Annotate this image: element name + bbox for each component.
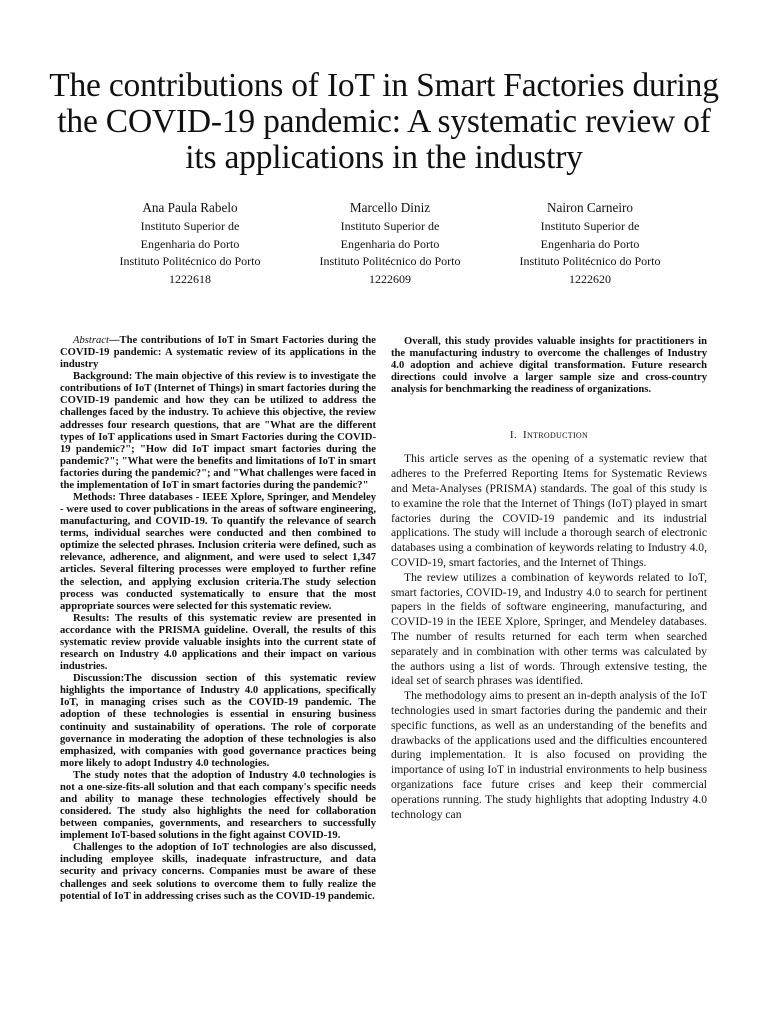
author-name: Nairon Carneiro <box>546 200 634 215</box>
author-affiliation: Instituto Politécnico do Porto <box>319 254 461 268</box>
abstract-label: Abstract <box>73 335 109 346</box>
section-number: I. <box>509 429 517 442</box>
section-heading-introduction <box>391 429 707 441</box>
author-affiliation: Instituto Superior de <box>140 219 240 233</box>
abstract-continued <box>391 336 707 396</box>
introduction-paragraph-3: The methodology aims to present an in-depth analysis of the IoT technologies used in smart factories during the pandemic and their specific functions, as well as an understanding of the benefits and drawbacks of the applications used and the difficulties encountered during implementation. It is also focused on providing the importance of using IoT in industrial environments to help business organizations face future crises and keep their commercial operations running. The study highlights that adopting Industry 4.0 technology can <box>391 689 707 821</box>
introduction-paragraph-2: The review utilizes a combination of keywords related to IoT, smart factories, COVID-19, and Industry 4.0 to search for pertinent papers in the fields of software engineering, manufacturing, and COVID-19 in the IEEE Xplore, Springer, and Mendeley databases. The number of results returned for each term when searched separately and in combination with other terms was calculated by the authors using a list of words. Through extensive testing, the ideal set of search phrases was identified. <box>391 570 707 688</box>
author-affiliation: Instituto Politécnico do Porto <box>119 254 261 268</box>
author-id: 1222609 <box>369 271 411 286</box>
author-affiliation: Instituto Superior de <box>340 219 440 233</box>
author-affiliation: Instituto Superior de <box>540 219 640 233</box>
author-2 <box>290 198 490 288</box>
abstract-overall: Overall, this study provides valuable insights for practitioners in the manufacturing industry to overcome the challenges of Industry 4.0 adoption and achieve digital transformation. Future research directions could involve a larger sample size and cross-country analysis for benchmarking the readiness of organizations. <box>391 336 707 396</box>
author-id: 1222618 <box>169 271 211 286</box>
abstract-challenges: Challenges to the adoption of IoT technologies are also discussed, including employee skills, inadequate infrastructure, and data security and privacy concerns. Companies must be aware of these challenges and seek solutions to overcome them to fully realize the potential of IoT in addressing crises such as the COVID-19 pandemic. <box>60 842 376 902</box>
abstract-column <box>60 335 376 903</box>
author-id: 1222620 <box>569 271 611 286</box>
author-name: Marcello Diniz <box>349 200 431 215</box>
author-3 <box>490 198 690 288</box>
abstract-lead: —The contributions of IoT in Smart Factories during the COVID-19 pandemic: A systematic review of its applications in the industry <box>60 335 376 371</box>
abstract-results: Results: The results of this systematic review are presented in accordance with the PRISMA guideline. Overall, the results of this systematic review provide valuable insights into the current state of research on Industry 4.0 applications and their impact on various industries. <box>60 612 376 673</box>
author-affiliation: Engenharia do Porto <box>140 236 240 251</box>
introduction-body <box>391 452 707 822</box>
abstract-methods: Methods: Three databases - IEEE Xplore, Springer, and Mendeley - were used to cover publications in the areas of software engineering, manufacturing, and COVID-19. To quantify the relevance of search terms, individual searches were conducted and then combined to optimize the selected phrases. Inclusion criteria were defined, such as relevance, adherence, and alignment, and were used to select 1,347 articles. Several filtering processes were employed to further refine the selection, and applying exclusion criteria.The study selection process was conducted systematically to ensure that the most appropriate sources were selected for this systematic review. <box>60 492 376 612</box>
author-affiliation: Instituto Politécnico do Porto <box>519 254 661 268</box>
abstract-lead-paragraph <box>60 335 376 371</box>
author-block <box>90 198 690 288</box>
author-affiliation: Engenharia do Porto <box>540 236 640 251</box>
author-name: Ana Paula Rabelo <box>142 200 238 215</box>
introduction-paragraph-1: This article serves as the opening of a systematic review that adheres to the Preferred Reporting Items for Systematic Reviews and Meta-Analyses (PRISMA) standards. The goal of this study is to examine the role that the Internet of Things (IoT) played in smart factories during the COVID-19 pandemic and its industrial applications. The study will include a thorough search of electronic databases using a combination of keywords relating to Industry 4.0, COVID-19, smart factories, and the Internet of Things. <box>391 452 707 570</box>
paper-title: The contributions of IoT in Smart Factories during the COVID-19 pandemic: A systematic review of its applications in the industry <box>49 67 719 176</box>
abstract-notes: The study notes that the adoption of Industry 4.0 technologies is not a one-size-fits-all solution and that each company's specific needs and ability to manage these technologies effectively should be considered. The study also highlights the need for collaboration between companies, governments, and researchers to successfully implement IoT-based solutions in the fight against COVID-19. <box>60 769 376 842</box>
abstract-discussion: Discussion:The discussion section of this systematic review highlights the importance of Industry 4.0 applications, specifically IoT, in managing crises such as the COVID-19 pandemic. The adoption of these technologies is essential in ensuring business continuity and sustainability of operations. The role of corporate governance in moderating the adoption of these technologies is also emphasized, with companies with good governance practices being more likely to adopt Industry 4.0 technologies. <box>60 673 376 769</box>
section-title: Introduction <box>523 429 589 442</box>
right-column <box>391 336 707 822</box>
author-1 <box>90 198 290 288</box>
abstract-background: Background: The main objective of this review is to investigate the contributions of IoT (Internet of Things) in smart factories during the COVID-19 pandemic and how they can be utilized to address the challenges faced by the industry. To achieve this objective, the review addresses four research questions, that are "What are the different types of IoT applications used in Smart Factories during the COVID-19 pandemic?"; "How did IoT impact smart factories during the pandemic?"; "What were the benefits and limitations of IoT in smart factories during the pandemic?"; and "What challenges were faced in the implementation of IoT in smart factories during the pandemic?" <box>60 371 376 491</box>
author-affiliation: Engenharia do Porto <box>340 236 440 251</box>
